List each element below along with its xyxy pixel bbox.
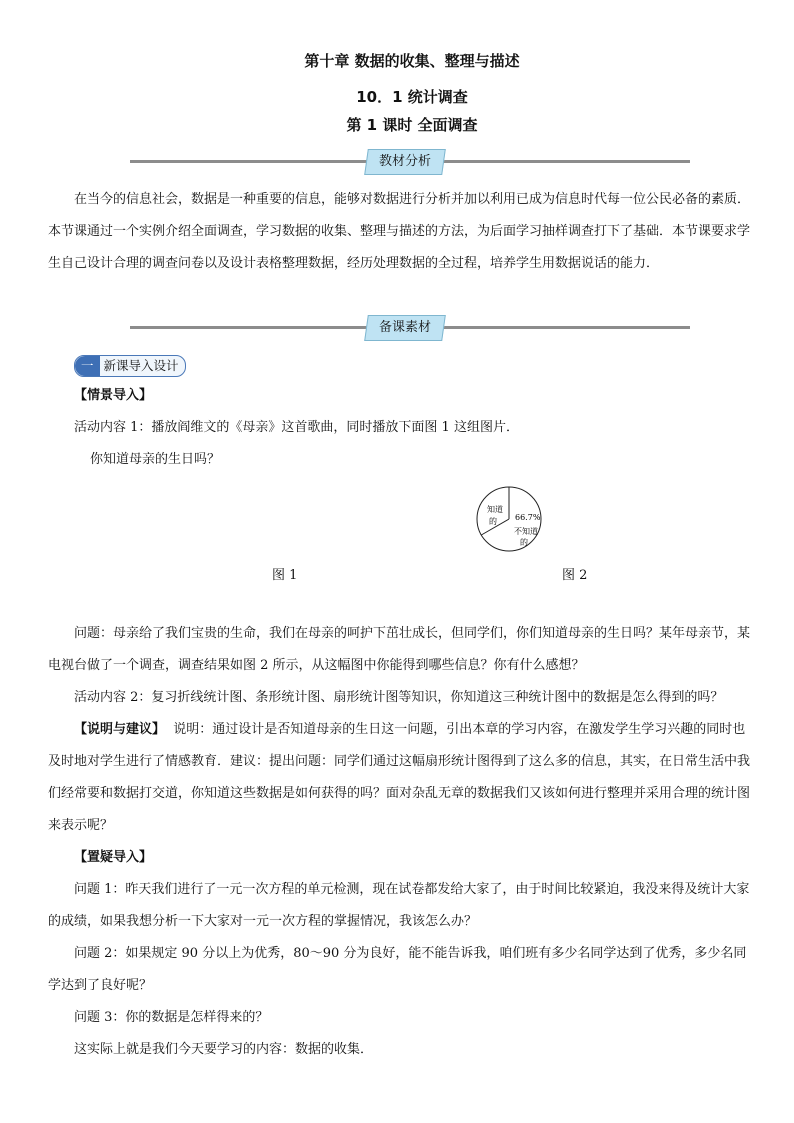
doubt-question-1: 问题 1：昨天我们进行了一元一次方程的单元检测，现在试卷都发给大家了，由于时间比较紧迫，我没来得及统计大家的成绩，如果我想分析一下大家对一元一次方程的掌握情况，我该怎么办？ [48, 882, 750, 929]
figure-area [0, 476, 794, 586]
part-title: 新课导入设计 [103, 358, 179, 373]
lesson-title: 第 1 课时 全面调查 [346, 116, 478, 134]
advice-block [48, 714, 752, 842]
section-header-analysis [364, 149, 446, 175]
scene-questions [48, 618, 752, 714]
scene-question-text: 问题：母亲给了我们宝贵的生命，我们在母亲的呵护下茁壮成长，但同学们，你们知道母亲的生日吗？某年母亲节，某电视台做了一个调查，调查结果如图 2 所示，从这幅图中你能得到哪些信息？你有什么感想？ [48, 626, 751, 673]
chapter-title: 第十章 数据的收集、整理与描述 [304, 52, 520, 70]
section-label: 教材分析 [379, 154, 432, 169]
activity-1: 活动内容 1：播放阎维文的《母亲》这首歌曲，同时播放下面图 1 这组图片． [74, 420, 519, 435]
question-intro: 你知道母亲的生日吗？ [90, 452, 221, 467]
figure-1-caption: 图 1 [272, 568, 298, 583]
analysis-text: 在当今的信息社会，数据是一种重要的信息，能够对数据进行分析并加以利用已成为信息时代每一位公民必备的素质．本节课通过一个实例介绍全面调查，学习数据的收集、整理与描述的方法，为后面学习抽样调查打下了基础．本节课要求学生自己设计合理的调查问卷以及设计表格整理数据，经历处理数据的全过程，培养学生用数据说话的能力． [48, 192, 751, 271]
scene-block [74, 380, 752, 476]
doubt-heading: 【置疑导入】 [74, 850, 153, 865]
doubt-conclusion: 这实际上就是我们今天要学习的内容：数据的收集． [74, 1042, 374, 1057]
slice-label-unknown-1: 不知道 [514, 527, 538, 536]
slice-label-know-2: 的 [489, 517, 497, 526]
doubt-block [48, 842, 752, 1066]
section-title: 10．1 统计调查 [356, 88, 468, 106]
doubt-question-3: 问题 3：你的数据是怎样得来的？ [74, 1010, 269, 1025]
analysis-paragraph [48, 184, 752, 280]
doubt-question-2: 问题 2：如果规定 90 分以上为优秀，80～90 分为良好，能不能告诉我，咱们班有多少名同学达到了优秀，多少名同学达到了良好呢？ [48, 946, 747, 993]
slice-percent-label: 66.7% [515, 513, 541, 522]
part-one-label [74, 355, 186, 377]
scene-heading: 【情景导入】 [74, 388, 153, 403]
title-block [0, 50, 794, 136]
activity-2: 活动内容 2：复习折线统计图、条形统计图、扇形统计图等知识，你知道这三种统计图中的数据是怎么得到的吗？ [74, 690, 724, 705]
advice-text: 说明：通过设计是否知道母亲的生日这一问题，引出本章的学习内容，在激发学生学习兴趣的同时也及时地对学生进行了情感教育．建议：提出问题：同学们通过这幅扇形统计图得到了这么多的信息，其实，在日常生活中我们经常要和数据打交道，你知道这些数据是如何获得的吗？面对杂乱无章的数据我们又该如何进行整理并采用合理的统计图来表示呢？ [48, 722, 751, 833]
slice-label-know-1: 知道 [487, 505, 503, 514]
slice-label-unknown-2: 的 [520, 538, 528, 547]
section-header-materials [364, 315, 446, 341]
advice-label: 【说明与建议】 [74, 722, 166, 737]
section-label: 备课素材 [379, 320, 432, 335]
pie-chart [472, 482, 546, 556]
figure-2-caption: 图 2 [562, 568, 588, 583]
part-number: 一 [75, 356, 100, 376]
